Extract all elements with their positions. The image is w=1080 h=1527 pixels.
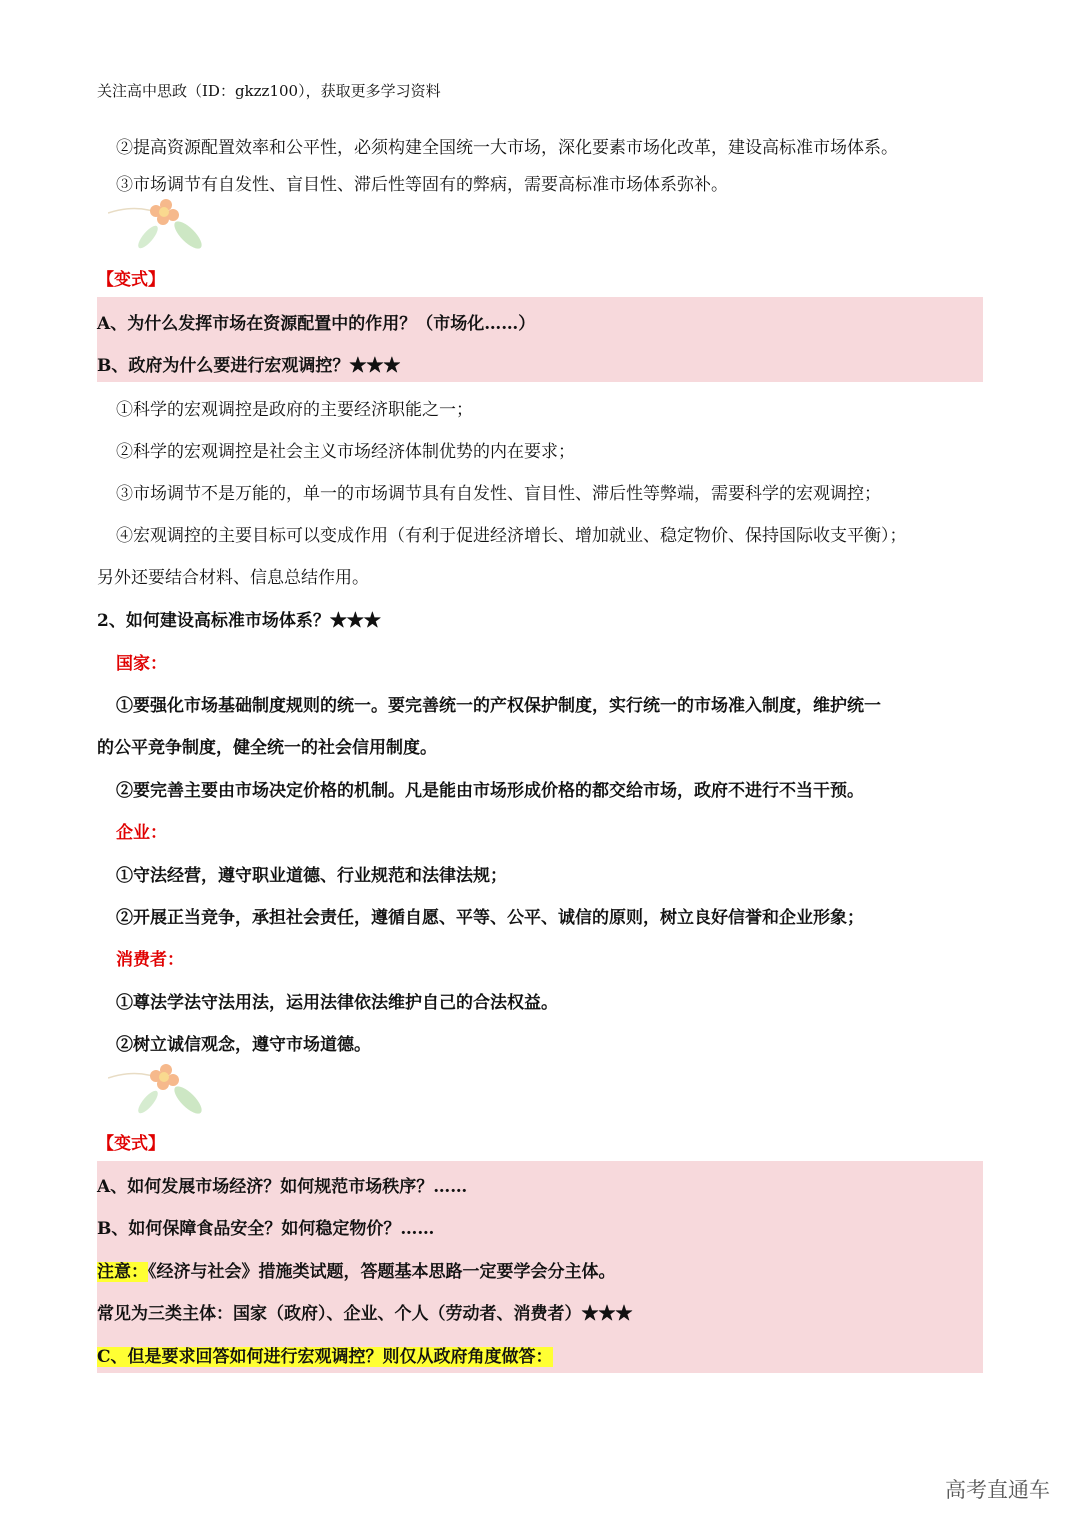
variant-heading: 【变式】 bbox=[97, 270, 165, 290]
subject-label-state: 国家： bbox=[116, 654, 167, 674]
text-line: ②提高资源配置效率和公平性，必须构建全国统一大市场，深化要素市场化改革，建设高标准市场体系。 bbox=[116, 138, 898, 158]
measure-item: ②要完善主要由市场决定价格的机制。凡是能由市场形成价格的都交给市场，政府不进行不当干预。 bbox=[116, 781, 864, 801]
subject-label-consumer: 消费者： bbox=[116, 950, 184, 970]
common-subjects: 常见为三类主体：国家（政府）、企业、个人（劳动者、消费者）★★★ bbox=[97, 1304, 633, 1324]
flower-decoration-icon bbox=[108, 1060, 208, 1120]
measure-item: ②树立诚信观念，遵守市场道德。 bbox=[116, 1035, 371, 1055]
flower-decoration-icon bbox=[108, 195, 208, 255]
question-c bbox=[97, 1342, 553, 1367]
question-c-text: C、但是要求回答如何进行宏观调控？则仅从政府角度做答： bbox=[97, 1347, 553, 1367]
measure-item: ①尊法学法守法用法，运用法律依法维护自己的合法权益。 bbox=[116, 993, 558, 1013]
subject-label-firm: 企业： bbox=[116, 823, 167, 843]
question-b: B、政府为什么要进行宏观调控？★★★ bbox=[97, 356, 401, 376]
watermark: 高考直通车 bbox=[945, 1478, 1050, 1502]
answer-point: ③市场调节不是万能的，单一的市场调节具有自发性、盲目性、滞后性等弊端，需要科学的宏观调控； bbox=[116, 484, 881, 504]
text-line: ③市场调节有自发性、盲目性、滞后性等固有的弊病，需要高标准市场体系弥补。 bbox=[116, 175, 728, 195]
measure-item: ①要强化市场基础制度规则的统一。要完善统一的产权保护制度，实行统一的市场准入制度，维护统一 bbox=[116, 696, 881, 716]
measure-item-continued: 的公平竞争制度，健全统一的社会信用制度。 bbox=[97, 738, 437, 758]
note-line bbox=[97, 1257, 616, 1282]
measure-item: ②开展正当竞争，承担社会责任，遵循自愿、平等、公平、诚信的原则，树立良好信誉和企业形象； bbox=[116, 908, 864, 928]
answer-point: ①科学的宏观调控是政府的主要经济职能之一； bbox=[116, 400, 473, 420]
note-label: 注意： bbox=[97, 1262, 148, 1282]
measure-item: ①守法经营，遵守职业道德、行业规范和法律法规； bbox=[116, 866, 507, 886]
variant-heading: 【变式】 bbox=[97, 1134, 165, 1154]
section-title: 2、如何建设高标准市场体系？★★★ bbox=[97, 611, 381, 631]
answer-point-continued: 另外还要结合材料、信息总结作用。 bbox=[97, 568, 369, 588]
answer-point: ②科学的宏观调控是社会主义市场经济体制优势的内在要求； bbox=[116, 442, 575, 462]
question-a: A、为什么发挥市场在资源配置中的作用？（市场化……） bbox=[97, 314, 536, 334]
page-header: 关注高中思政（ID：gkzz100），获取更多学习资料 bbox=[97, 82, 441, 100]
note-text: 《经济与社会》措施类试题，答题基本思路一定要学会分主体。 bbox=[148, 1262, 616, 1282]
question-b: B、如何保障食品安全？如何稳定物价？…… bbox=[97, 1219, 435, 1239]
question-a: A、如何发展市场经济？如何规范市场秩序？…… bbox=[97, 1177, 468, 1197]
answer-point: ④宏观调控的主要目标可以变成作用（有利于促进经济增长、增加就业、稳定物价、保持国际收支平衡）； bbox=[116, 526, 907, 546]
